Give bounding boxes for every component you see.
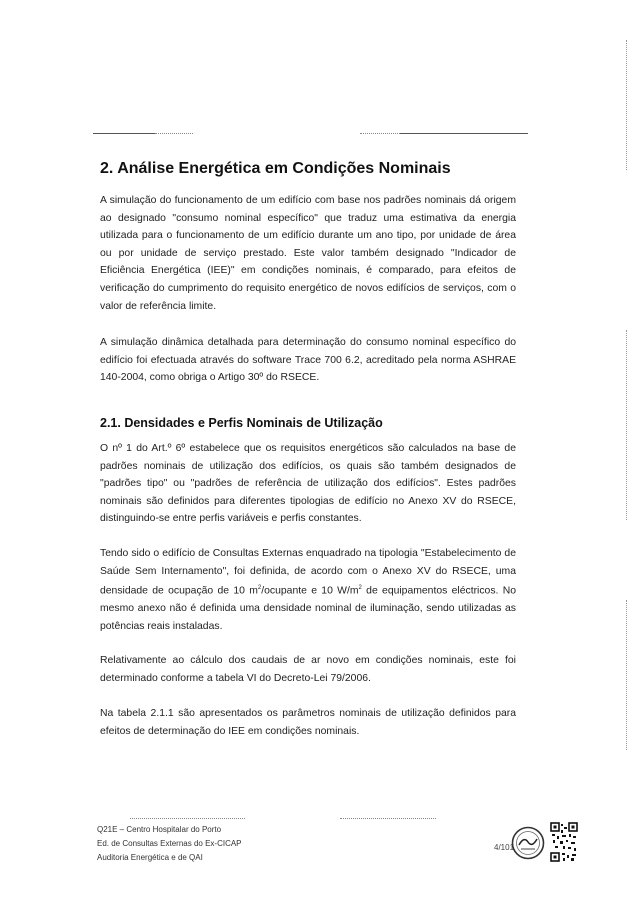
subsection-heading: 2.1. Densidades e Perfis Nominais de Utilização bbox=[100, 416, 383, 430]
p2-superscript-1: 2 bbox=[257, 585, 262, 592]
footer-line-1: Q21E – Centro Hospitalar do Porto bbox=[97, 825, 222, 834]
p2-superscript-2: 2 bbox=[358, 585, 362, 592]
header-dots-right bbox=[360, 133, 400, 134]
scan-edge-mark bbox=[626, 40, 627, 170]
footer-dots-right bbox=[340, 818, 436, 819]
section-heading: 2. Análise Energética em Condições Nominais bbox=[100, 160, 451, 177]
header-rule-right bbox=[400, 133, 528, 134]
subsection-paragraph-2 bbox=[100, 545, 516, 635]
header-rule-left bbox=[93, 133, 155, 134]
footer-dots-left bbox=[130, 818, 245, 819]
subsection-paragraph-1: O nº 1 do Art.º 6º estabelece que os requisitos energéticos são calculados na base de padrões nominais de utilização dos edifícios, os quais são também designados de "padrões tipo" ou "padrões de referência de utilização dos edifícios". Estes padrões nominais são definidos para diferentes tipologias de edifício no Anexo XV do RSECE, distinguindo-se entre perfis variáveis e perfis constantes. bbox=[100, 443, 516, 525]
p2-text-middle: /ocupante e 10 W/m bbox=[261, 585, 359, 597]
scan-edge-mark bbox=[626, 330, 627, 520]
certification-seal-icon bbox=[511, 826, 545, 860]
footer-block bbox=[97, 823, 242, 865]
header-dots-left bbox=[155, 133, 193, 134]
p2-text-end: de equipamentos eléctricos. No mesmo anexo não é definida uma densidade nominal de iluminação, sendo utilizadas as potências reais instaladas. bbox=[100, 585, 516, 632]
page-number: 4/101 bbox=[494, 843, 515, 852]
section-paragraph-2: A simulação dinâmica detalhada para determinação do consumo nominal específico do edifício foi efectuada através do software Trace 700 6.2, acreditado pela norma ASHRAE 140-2004, como obriga o Artigo 30º do RSECE. bbox=[100, 337, 516, 384]
subsection-paragraph-4: Na tabela 2.1.1 são apresentados os parâmetros nominais de utilização definidos para efeitos de determinação do IEE em condições nominais. bbox=[100, 708, 516, 737]
footer-line-2: Ed. de Consultas Externas do Ex-CICAP bbox=[97, 839, 242, 848]
qr-code-icon bbox=[550, 822, 578, 862]
p2-text-start: Tendo sido o edifício de Consultas Externas enquadrado na tipologia "Estabelecimento de Saúde Sem Internamento", foi definida, de acordo com o Anexo XV do RSECE, uma densidade de ocupação de 10 m bbox=[100, 548, 516, 597]
footer-line-3: Auditoria Energética e de QAI bbox=[97, 853, 203, 862]
subsection-paragraph-3: Relativamente ao cálculo dos caudais de ar novo em condições nominais, este foi determinado conforme a tabela VI do Decreto-Lei 79/2006. bbox=[100, 655, 516, 684]
section-paragraph-1: A simulação do funcionamento de um edifício com base nos padrões nominais dá origem ao designado "consumo nominal específico" que traduz uma estimativa da energia utilizada para o funcionamento de um edifício durante um ano tipo, por unidade de área ou por unidade de serviço prestado. Este valor também designado "Indicador de Eficiência Energética (IEE)" em condições nominais, é comparado, para efeitos de verificação do cumprimento do requisito energético de novos edifícios de serviços, com o valor de referência limite. bbox=[100, 195, 516, 312]
scan-edge-mark bbox=[626, 600, 627, 750]
